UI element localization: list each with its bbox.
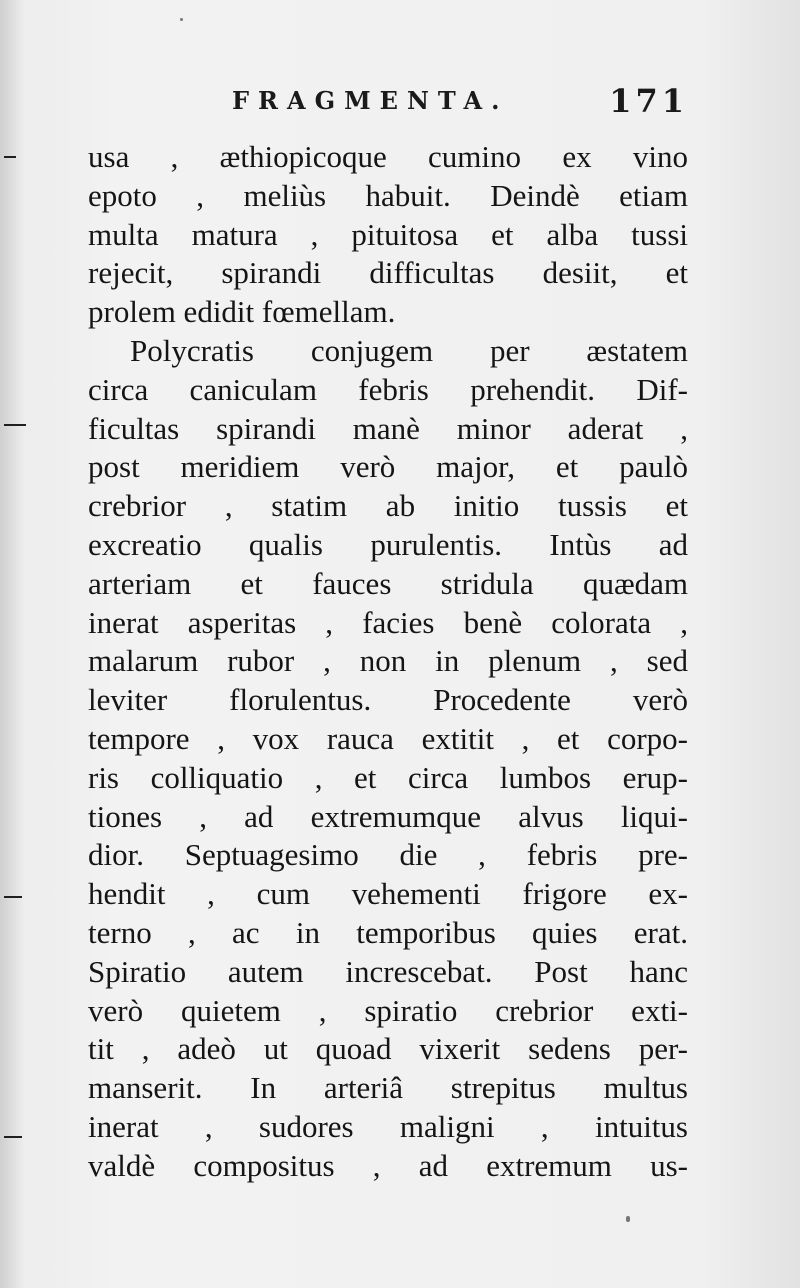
text-line: inerat asperitas , facies benè colorata , xyxy=(88,604,688,640)
text-line: verò quietem , spiratio crebrior exti- xyxy=(88,992,688,1028)
text-line: usa , æthiopicoque cumino ex vino xyxy=(88,139,688,174)
text-line: valdè compositus , ad extremum us- xyxy=(88,1147,688,1183)
print-speck xyxy=(180,18,183,21)
text-line: ficultas spirandi manè minor aderat , xyxy=(88,410,688,446)
margin-tick-mark xyxy=(4,424,26,426)
body-text xyxy=(88,138,688,1186)
text-line: post meridiem verò major, et paulò xyxy=(88,449,688,485)
margin-tick-mark xyxy=(4,1136,22,1138)
text-line: dior. Septuagesimo die , febris pre- xyxy=(88,837,688,873)
print-speck xyxy=(626,1216,630,1222)
text-line: tiones , ad extremumque alvus liqui- xyxy=(88,798,688,834)
text-line: prolem edidit fœmellam. xyxy=(88,294,396,330)
text-line: terno , ac in temporibus quies erat. xyxy=(88,914,688,950)
text-line: multa matura , pituitosa et alba tussi xyxy=(88,216,688,252)
margin-tick-mark xyxy=(4,896,22,898)
margin-tick-mark xyxy=(4,156,16,158)
paragraph-start-line: Polycratis conjugem per æstatem xyxy=(130,332,688,368)
text-line: hendit , cum vehementi frigore ex- xyxy=(88,876,688,912)
text-line: inerat , sudores maligni , intuitus xyxy=(88,1108,688,1144)
page-number: 171 xyxy=(609,82,688,120)
text-line: tempore , vox rauca extitit , et corpo- xyxy=(88,720,688,756)
text-line: excreatio qualis purulentis. Intùs ad xyxy=(88,526,688,562)
text-line: leviter florulentus. Procedente verò xyxy=(88,682,688,718)
text-line: crebrior , statim ab initio tussis et xyxy=(88,488,688,524)
page-header xyxy=(232,82,688,118)
text-line: manserit. In arteriâ strepitus multus xyxy=(88,1070,688,1106)
text-line: rejecit, spirandi difficultas desiit, et xyxy=(88,255,688,291)
text-line: tit , adeò ut quoad vixerit sedens per- xyxy=(88,1031,688,1067)
text-line: Spiratio autem increscebat. Post hanc xyxy=(88,953,688,989)
running-title: FRAGMENTA. xyxy=(232,86,509,115)
text-line: circa caniculam febris prehendit. Dif- xyxy=(88,371,688,407)
text-line: arteriam et fauces stridula quædam xyxy=(88,565,688,601)
text-line: malarum rubor , non in plenum , sed xyxy=(88,643,688,679)
text-line: ris colliquatio , et circa lumbos erup- xyxy=(88,759,688,795)
text-line: epoto , meliùs habuit. Deindè etiam xyxy=(88,177,688,213)
